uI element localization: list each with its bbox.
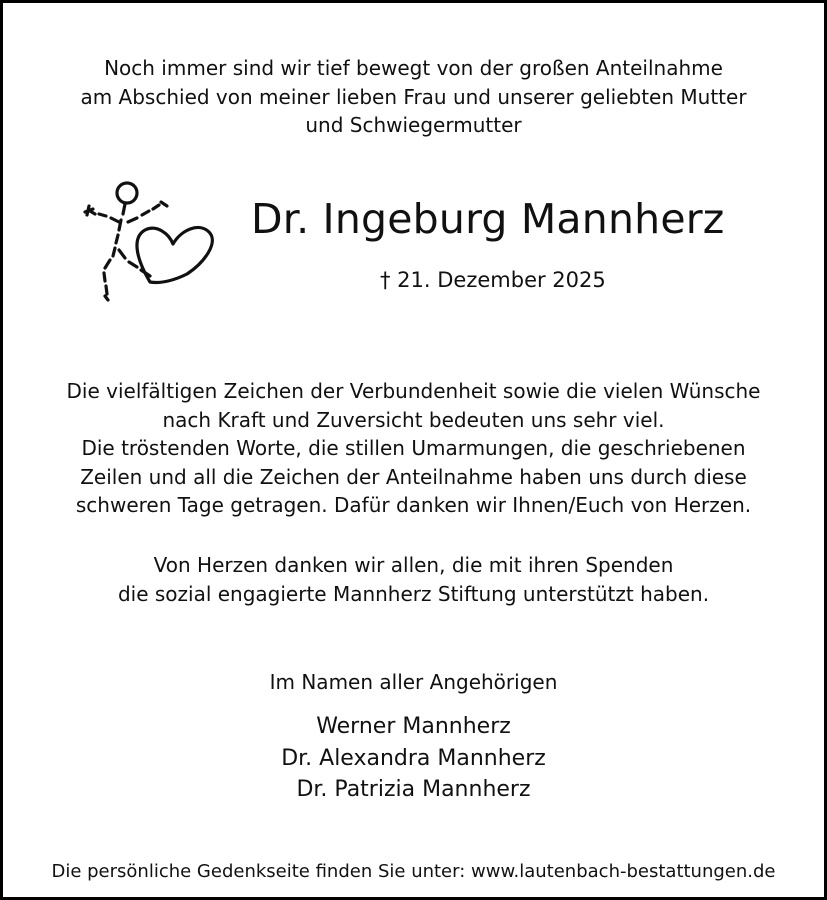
signer-name: Werner Mannherz — [316, 714, 511, 739]
donation-text — [3, 551, 824, 608]
thanks-line: Zeilen und all die Zeichen der Anteilnahme haben uns durch diese — [80, 464, 747, 489]
thanks-text — [3, 377, 824, 520]
thanks-line: nach Kraft und Zuversicht bedeuten uns sehr viel. — [162, 407, 665, 432]
signer-name: Dr. Patrizia Mannherz — [296, 777, 531, 802]
intro-text — [3, 54, 824, 140]
thanks-line: schweren Tage getragen. Dafür danken wir Ihnen/Euch von Herzen. — [75, 493, 752, 517]
intro-line: Noch immer sind wir tief bewegt von der großen Anteilnahme — [104, 56, 723, 80]
signer-name: Dr. Alexandra Mannherz — [281, 745, 546, 771]
donation-line: Von Herzen danken wir allen, die mit ihren Spenden — [153, 553, 674, 577]
deceased-name: Dr. Ingeburg Mannherz — [251, 195, 725, 243]
intro-line: am Abschied von meiner lieben Frau und unserer geliebten Mutter — [80, 84, 747, 109]
death-date: † 21. Dezember 2025 — [380, 268, 606, 292]
on-behalf-label: Im Namen aller Angehörigen — [269, 670, 558, 694]
thanks-line: Die tröstenden Worte, die stillen Umarmungen, die geschriebenen — [81, 436, 746, 460]
thanks-line: Die vielfältigen Zeichen der Verbundenheit sowie die vielen Wünsche — [66, 379, 761, 403]
signers-list — [3, 711, 824, 806]
memorial-page-footer: Die persönliche Gedenkseite finden Sie unter: www.lautenbach-bestattungen.de — [51, 861, 776, 882]
stick-figure-heart-icon — [75, 178, 217, 308]
intro-line: und Schwiegermutter — [305, 113, 522, 137]
donation-line: die sozial engagierte Mannherz Stiftung unterstützt haben. — [117, 581, 710, 606]
